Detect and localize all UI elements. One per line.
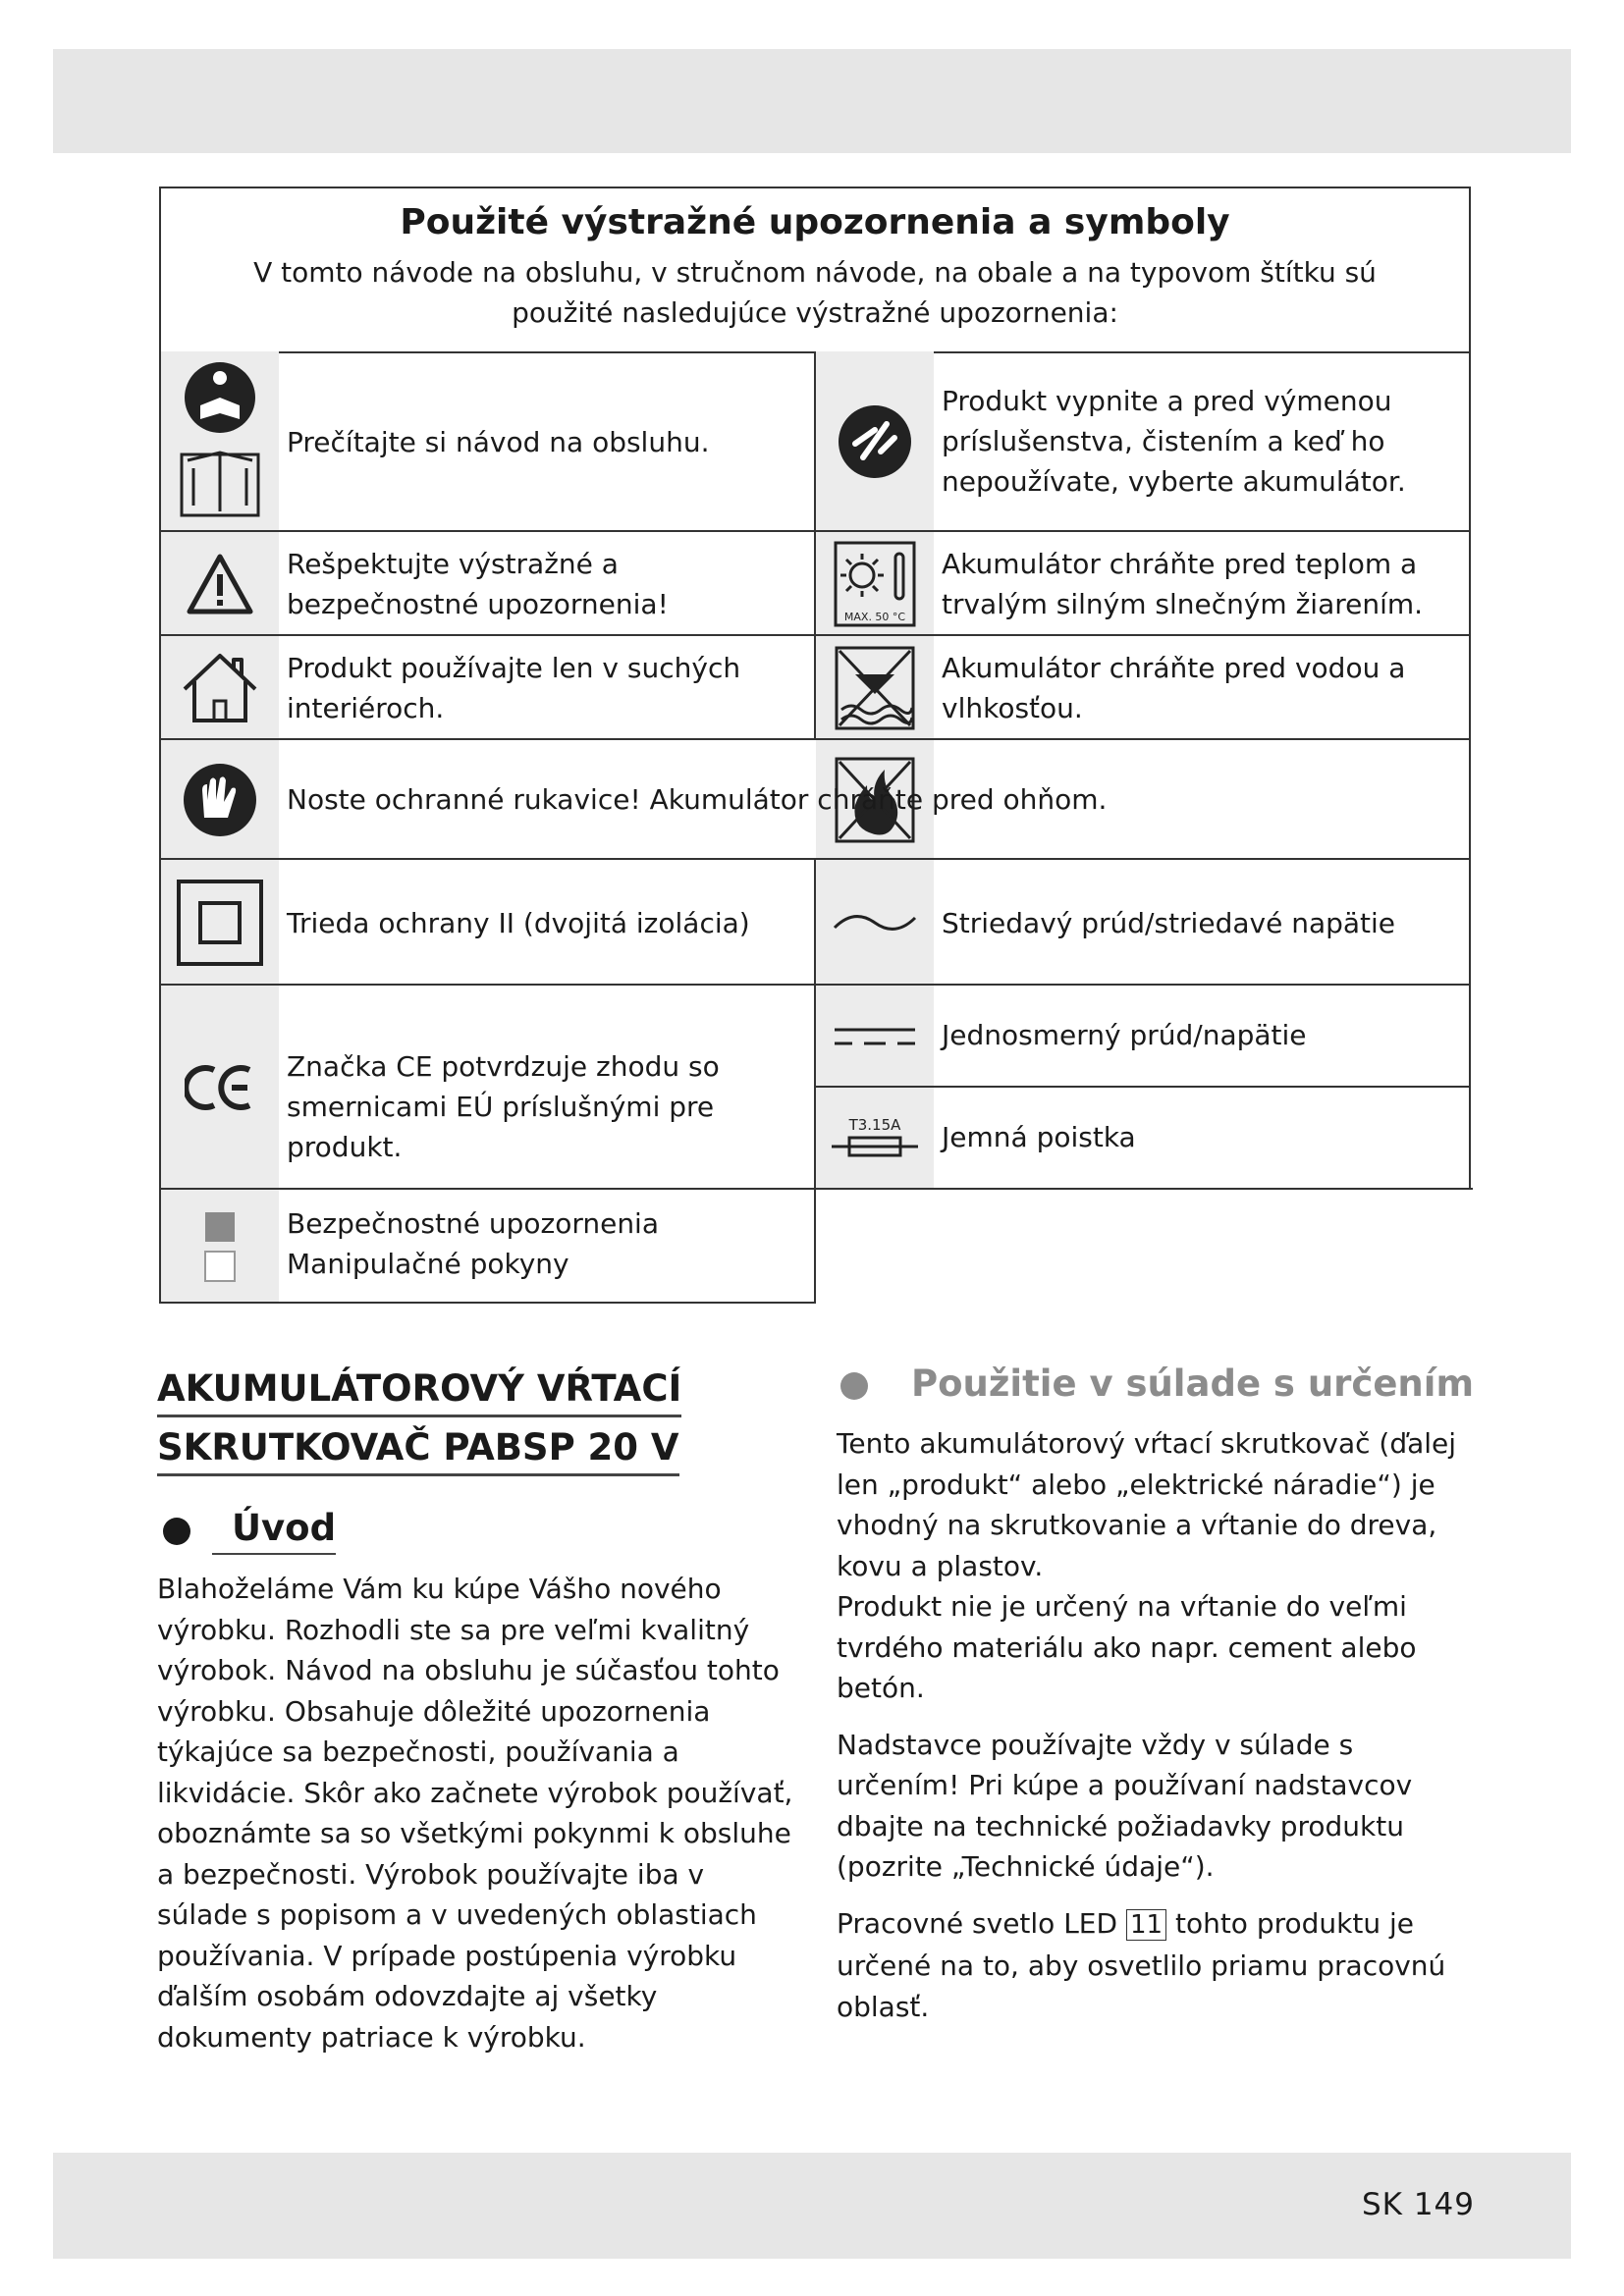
fuse-icon	[816, 1088, 934, 1190]
safety-square-icon	[205, 1212, 235, 1242]
row-switch-off	[816, 351, 1471, 532]
water-icon	[816, 636, 934, 740]
row-dc	[816, 986, 1471, 1088]
usage-p4-before: Pracovné svetlo LED	[837, 1906, 1118, 1940]
table-divider	[814, 1188, 816, 1304]
switch-off-text: Produkt vypnite a pred výmenou príslušenstva, čistením a keď ho nepoužívate, vyberte akumulátor.	[942, 385, 1406, 498]
row-fuse	[816, 1088, 1471, 1190]
usage-heading: Použitie v súlade s určením	[911, 1362, 1475, 1405]
read-manual-icon	[161, 351, 279, 532]
read-manual-text: Prečítajte si návod na obsluhu.	[287, 426, 710, 458]
row-water	[816, 636, 1471, 740]
usage-p2: Produkt nie je určený na vŕtanie do veľmi tvrdého materiálu ako napr. cement alebo betón.	[837, 1590, 1417, 1704]
row-heat	[816, 532, 1471, 636]
table-bottom-line	[159, 1302, 816, 1304]
gloves-icon	[161, 740, 279, 860]
ac-icon	[816, 860, 934, 986]
table-right-bottom-line	[814, 1188, 1473, 1190]
table-header	[161, 188, 1469, 353]
dc-icon	[816, 986, 934, 1088]
led-reference: 11	[1126, 1909, 1166, 1941]
row-ce	[161, 986, 816, 1190]
heat-sun-icon	[816, 532, 934, 636]
page-number: SK 149	[1361, 2187, 1475, 2222]
heat-text: Akumulátor chráňte pred teplom a trvalým silným slnečným žiarením.	[942, 548, 1424, 620]
handling-square-icon	[205, 1252, 235, 1281]
fuse-text: Jemná poistka	[942, 1121, 1136, 1153]
warnings-text: Rešpektujte výstražné a bezpečnostné upozornenia!	[287, 548, 669, 620]
row-warnings	[161, 532, 816, 636]
header-band	[53, 49, 1571, 153]
row-dry	[161, 636, 816, 740]
house-icon	[161, 636, 279, 740]
usage-bullet-icon	[840, 1372, 868, 1400]
row-ac	[816, 860, 1471, 986]
switch-off-icon	[816, 351, 934, 532]
intro-bullet-icon	[163, 1518, 190, 1545]
class2-text: Trieda ochrany II (dvojitá izolácia)	[287, 907, 750, 939]
ce-mark-icon	[161, 986, 279, 1190]
gloves-fire-text: Noste ochranné rukavice! Akumulátor chráňte pred ohňom.	[287, 783, 1108, 816]
class2-icon	[161, 860, 279, 986]
usage-p3: Nadstavce používajte vždy v súlade s určením! Pri kúpe a používaní nadstavcov dbajte na technické požiadavky produktu (pozrite „Technické údaje“).	[837, 1728, 1413, 1883]
water-text: Akumulátor chráňte pred vodou a vlhkosťou.	[942, 652, 1406, 724]
dc-text: Jednosmerný prúd/napätie	[942, 1019, 1307, 1051]
ac-text: Striedavý prúd/striedavé napätie	[942, 907, 1396, 939]
fuse-label: T3.15A	[848, 1116, 901, 1134]
footer-band	[53, 2153, 1571, 2259]
row-read-manual	[161, 351, 816, 532]
usage-p4-after: tohto produktu je určené na to, aby osvetlilo priamu pracovnú oblasť.	[837, 1906, 1446, 2023]
product-title-line1: AKUMULÁTOROVÝ VŔTACÍ	[157, 1363, 681, 1417]
heat-label: MAX. 50 °C	[843, 611, 906, 623]
row-class2	[161, 860, 816, 986]
row-legend	[161, 1190, 816, 1302]
safety-text: Bezpečnostné upozornenia	[287, 1207, 659, 1240]
handling-text: Manipulačné pokyny	[287, 1248, 569, 1280]
warning-triangle-icon	[161, 532, 279, 636]
ce-text: Značka CE potvrdzuje zhodu so smernicami EÚ príslušnými pre produkt.	[287, 1050, 720, 1163]
intro-heading: Úvod	[212, 1507, 336, 1555]
usage-p4	[837, 1903, 1475, 2028]
usage-p1: Tento akumulátorový vŕtací skrutkovač (ďalej len „produkt“ alebo „elektrické náradie“) je vhodný na skrutkovanie a vŕtanie do dreva, kovu a plastov.	[837, 1427, 1457, 1582]
legend-icons	[161, 1190, 279, 1302]
symbols-table	[159, 187, 1471, 1304]
table-empty-area	[816, 1190, 1474, 1308]
product-title-line2: SKRUTKOVAČ PABSP 20 V	[157, 1422, 679, 1476]
row-gloves-fire	[161, 740, 1469, 860]
table-intro: V tomto návode na obsluhu, v stručnom návode, na obale a na typovom štítku sú použité nasledujúce výstražné upozornenia:	[253, 256, 1377, 329]
dry-text: Produkt používajte len v suchých interiéroch.	[287, 652, 741, 724]
table-title: Použité výstražné upozornenia a symboly	[400, 202, 1230, 242]
legend-text	[287, 1203, 802, 1284]
intro-text: Blahoželáme Vám ku kúpe Vášho nového výrobku. Rozhodli ste sa pre veľmi kvalitný výrobok. Návod na obsluhu je súčasťou tohto výrobku. Obsahuje dôležité upozornenia týkajúce sa bezpečnosti, používania a likvidácie. Skôr ako začnete výrobok používať, oboznámte sa so všetkými pokynmi k obsluhe a bezpečnosti. Výrobok používajte iba v súlade s popisom a v uvedených oblastiach používania. V prípade postúpenia výrobku ďalším osobám odovzdajte aj všetky dokumenty patriace k výrobku.	[157, 1573, 793, 2054]
product-title	[157, 1360, 681, 1477]
usage-text	[837, 1423, 1475, 2027]
